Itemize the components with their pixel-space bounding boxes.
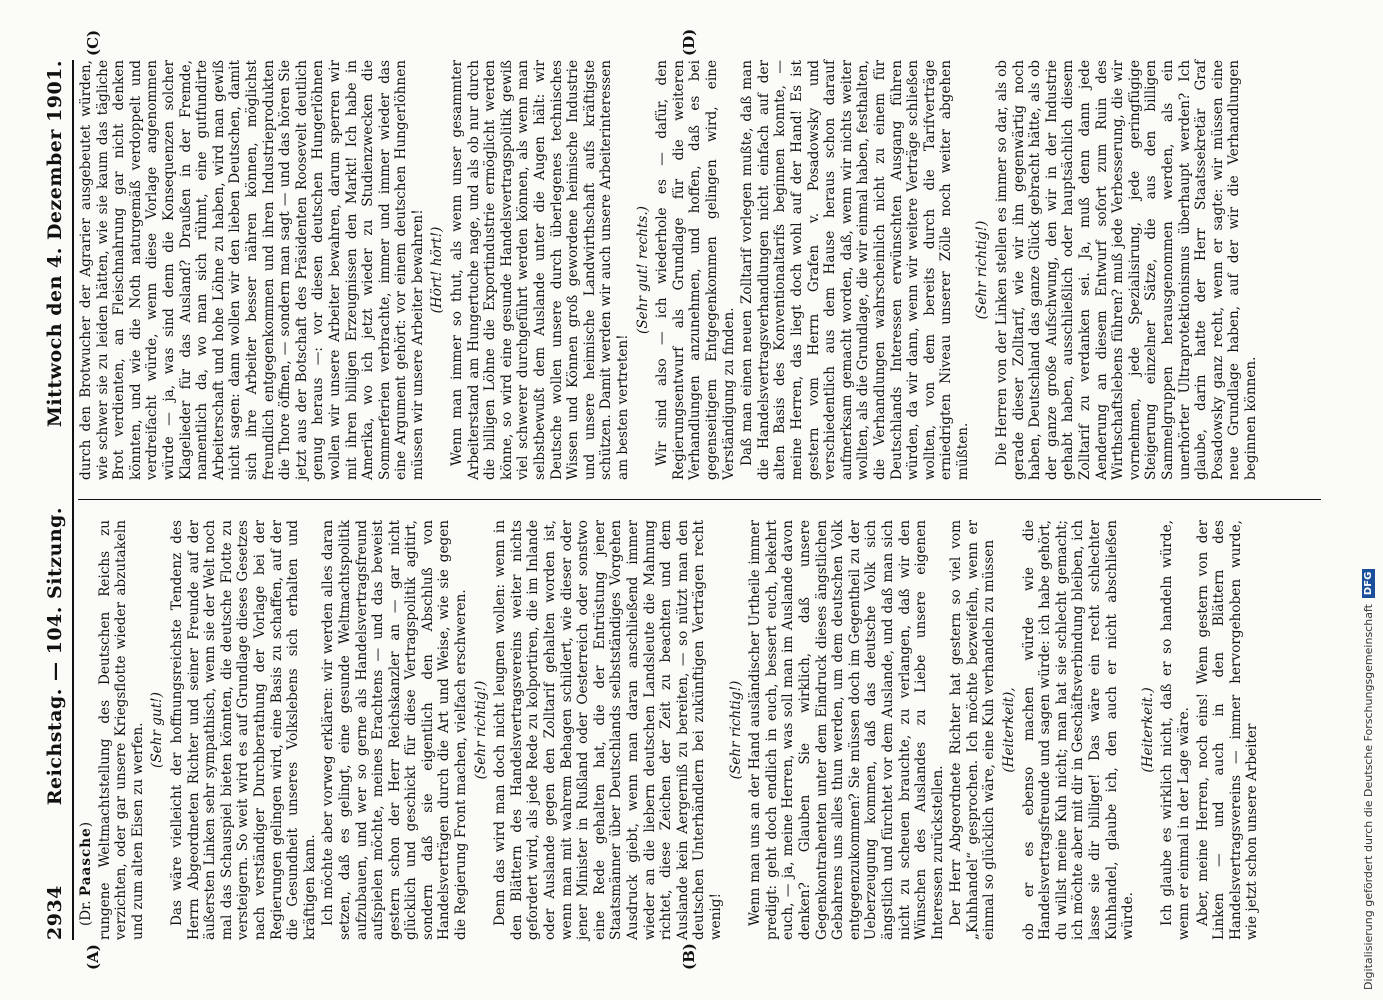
interjection: (Sehr richtig!) bbox=[974, 220, 991, 320]
session-title: Reichstag. — 104. Sitzung. bbox=[44, 506, 66, 806]
paragraph: Wir sind also — ich wiederhole es — dafür, den Regierungsentwurf als Grundlage für die weiteren Verhandlungen anzunehmen, und hoffen, daß es bei gegenseitigem Entgegenkommen gelingen wird, eine Verständigung zu finden. bbox=[654, 60, 737, 480]
paragraph: rungene Weltmachtstellung des Deutschen Reichs zu verzichten, oder gar unsere Kriegsflotte wieder abzutakeln und zum alten Eisen zu werfen. bbox=[96, 520, 146, 940]
paragraph: Aber, meine Herren, noch eins! Wenn gestern von der Linken — und auch in den Blättern des Handelsvertragsvereins — immer hervorgehoben wurde, wie jetzt schon unsere Arbeiter bbox=[1194, 520, 1261, 940]
page-header bbox=[38, 60, 74, 940]
speaker-line bbox=[78, 520, 95, 940]
margin-marker-d: (D) bbox=[680, 28, 698, 56]
speaker-name: Paasche bbox=[78, 827, 94, 897]
paragraph: Ich glaube es wirklich nicht, daß er so handeln würde, wenn er einmal in der Lage wäre. bbox=[1159, 520, 1192, 940]
session-date: Mittwoch den 4. Dezember 1901. bbox=[44, 60, 66, 428]
speaker-suffix: ) bbox=[78, 821, 94, 828]
interjection: (Sehr richtig!) bbox=[727, 680, 744, 780]
credit-text: Digitalisierung gefördert durch die Deutsche Forschungsgemeinschaft bbox=[1362, 604, 1375, 990]
paragraph: Ich möchte aber vorweg erklären: wir werden alles daran setzen, daß es gelingt, eine gesunde Weltmachtspolitik aufzubauen, und wer so gerne als Handelsvertragsfreund aufspielen möchte, meines Erachtens — und das beweist gestern schon der Herr Reichskanzler an — gar nicht glücklich und geschickt für diese Vertragspolitik agitirt, sondern daß sie eigentlich den Abschluß von Handelsverträgen durch die Art und Weise, wie sie gegen die Regierung Front machen, vielfach erschweren. bbox=[320, 520, 470, 940]
left-column bbox=[78, 520, 1263, 940]
paragraph: Das wäre vielleicht der hoffnungsreichste Tendenz des Herrn Abgeordneten Richter und seiner Freunde auf der äußersten Linken sehr sympathisch, wenn sie der Welt noch mal das Schauspiel bieten könnten, die deutsche Flotte zu versteigern. So weit wird es auf Grundlage dieses Gesetzes nach verständiger Durchberathung der Vorlage bei der Regierungen gelingen wird, eine Basis zu schaffen, auf der die Gesundheit unseres Volkslebens sich erhalten und kräftigen kann. bbox=[168, 520, 318, 940]
paragraph: Die Herren von der Linken stellen es immer so dar, als ob gerade dieser Zolltarif, wie wir ihn gegenwärtig noch haben, Deutschland das ganze Glück gebracht hätte, als ob der ganze große Aufschwung, den wir in der Industrie gehabt haben, ausschließlich oder hauptsächlich diesem Zolltarif zu verdanken sei. Ja, muß denn dann jede Aenderung an diesem Entwurf sofort zum Ruin des Wirthschaftslebens führen? muß jede Verbesserung, die wir vornehmen, jede Spezialisirung, jede geringfügige Steigerung einzelner Sätze, die aus den billigen Sammelgruppen herausgenommen werden, als ein unerhörter Ultraprotektionismus überhaupt werden? Ich glaube, darin hatte der Herr Staatssekretär Graf Posadowsky ganz recht, wenn er sagte: wir müssen eine neue Grundlage haben, auf der wir die Verhandlungen beginnen können. bbox=[994, 60, 1259, 480]
margin-marker-b: (B) bbox=[680, 943, 698, 970]
interjection: (Heiterkeit.) bbox=[1139, 687, 1156, 773]
paragraph: Wenn man uns an der Hand ausländischer Urtheile immer predigt: geht doch endlich in euch, bessert euch, bekehrt euch, — ja, meine Herren, was soll man im Auslande davon denken? Glauben Sie wirklich, daß unsere Gegenkontrahenten unter dem Eindruck dieses ängstlichen Gebahrens uns alles thun werden, um dem deutschen Volk entgegenzukommen? Sie müssen doch im Gegentheil zu der Ueberzeugung kommen, daß das deutsche Volk sich ängstlich und fürchtet vor dem Auslande, und daß man sich nicht zu scheuen brauchte, zu verlangen, daß wir den Wünschen des Auslandes zu Liebe unsere eigenen Interessen zurückstellen. bbox=[747, 520, 946, 940]
interjection: (Hört! hört!) bbox=[429, 226, 446, 314]
interjection: (Heiterkeit), bbox=[1001, 687, 1018, 773]
paragraph: Der Herr Abgeordnete Richter hat gestern so viel vom „Kuhhandel“ gesprochen. Ich möchte bezweifeln, wenn er einmal so glücklich wäre, eine Kuh verhandeln zu müssen bbox=[948, 520, 998, 940]
dfg-logo: DFG bbox=[1362, 569, 1375, 598]
paragraph: durch den Brotwucher der Agrarier ausgebeutet würden, wie schwer sie zu leiden hätten, wie sie kaum das tägliche Brot verdienten, an Fleischnahrung gar nicht denken könnten, und wie die Noth naturgemäß verdoppelt und verdreifacht würde, wenn diese Vorlage angenommen würde — ja, was sind denn die Konsequenzen solcher Klagelieder für das Ausland? Draußen in der Fremde, namentlich da, wo man sich rühmt, eine gutfundirte Arbeiterschaft und hohe Löhne zu haben, wird man gewiß nicht sagen: dann wollen wir den lieben Deutschen, damit sich ihre Arbeiter besser nähren können, möglichst freundlich entgegenkommen und ihren Industrieprodukten die Thore öffnen, — sondern man sagt — und das hören Sie jetzt aus der Botschaft des Präsidenten Roosevelt deutlich genug heraus —: vor diesen deutschen Hungerlöhnen wollen wir unsere Arbeiter bewahren, darum sperren wir mit ihren billigen Erzeugnissen den Markt! Ich habe in Amerika, wo ich jetzt wieder zu Studienzwecken die Sommerferien verbrachte, immer und immer wieder das eine Argument gehört: vor einem deutschen Hungerlöhnen müssen wir unsere Arbeiter bewahren! bbox=[78, 60, 426, 480]
right-column bbox=[78, 60, 1262, 480]
speaker-prefix: (Dr. bbox=[78, 896, 94, 926]
interjection: (Sehr gut! rechts.) bbox=[634, 206, 651, 334]
interjection: (Sehr gut!) bbox=[149, 692, 166, 768]
paragraph: Denn das wird man doch nicht leugnen wollen: wenn in den Blättern des Handelsvertragsvereins weiter nichts gefordert wird, als jede Rede zu kolportiren, die im Inlande oder Auslande gegen den Zolltarif gehalten worden ist, wenn man mit wahrem Behagen schildert, wie dieser oder jener Minister in Rußland oder Oesterreich oder sonstwo eine Rede gehalten hat, die der Entrüstung jener Staatsmänner über Deutschlands selbstständiges Vorgehen Ausdruck giebt, wenn man daran anschließend immer wieder an die liebern deutschen Landsleute die Mahnung richtet, diese Zeichen der Zeit zu beachten und dem Auslande kein Aergerniß zu bereiten, — so nützt man den deutschen Unterhändlern bei zukünftigen Verträgen recht wenig! bbox=[492, 520, 724, 940]
paragraph: Daß man einen neuen Zolltarif vorlegen mußte, daß man die Handelsvertragsverhandlungen nicht einfach auf der alten Basis des Konventionaltarifs beginnen konnte, — meine Herren, das liegt doch wohl auf der Hand! Es ist gestern vom Herrn Grafen v. Posadowsky und verschiedentlich aus dem Hause heraus schon darauf aufmerksam gemacht worden, daß, wenn wir nichts weiter wollten, als die Grundlage, die wir einmal haben, festhalten, die Verhandlungen wahrscheinlich nicht zu einem für Deutschlands Interessen erwünschten Ausgang führen würden, da wir dann, wenn wir weitere Verträge schließen wollten, von dem bereits durch die Tarifverträge erniedrigten Niveau unserer Zölle noch weiter abgehen müßten. bbox=[739, 60, 971, 480]
paragraph: Wenn man immer so thut, als wenn unser gesammter Arbeiterstand am Hungertuche nage, und als ob nur durch die billigen Löhne die Exportindustrie ermöglicht werden könne, so wird eine gesunde Handelsvertragspolitik gewiß viel schwerer durchgeführt werden können, als wenn man selbstbewußt dem Auslande unter die Augen hält: wir Deutsche wollen unsere durch überlegenes technisches Wissen und Können groß gewordene heimische Industrie und unsere heimische Landwirthschaft aufs kräftigste schützen. Damit werden wir auch unsere Arbeiterinteressen am besten vertreten! bbox=[449, 60, 631, 480]
margin-marker-a: (A) bbox=[84, 944, 102, 970]
digitization-credit bbox=[1362, 569, 1375, 990]
interjection: (Sehr richtig!) bbox=[472, 680, 489, 780]
margin-marker-c: (C) bbox=[84, 29, 102, 56]
page-number: 2934 bbox=[44, 885, 66, 940]
column-divider bbox=[78, 499, 1321, 500]
paragraph: ob er es ebenso machen würde wie die Handelsvertragsfreunde und sagen würde: ich habe gehört, du willst meine Kuh nicht; man hat sie schlecht gemacht; ich möchte aber mit dir in Geschäftsverbindung bleiben, ich lasse sie dir billiger! Das wäre ein recht schlechter Kuhhandel, glaube ich, den auch er nicht abschließen würde. bbox=[1020, 520, 1137, 940]
